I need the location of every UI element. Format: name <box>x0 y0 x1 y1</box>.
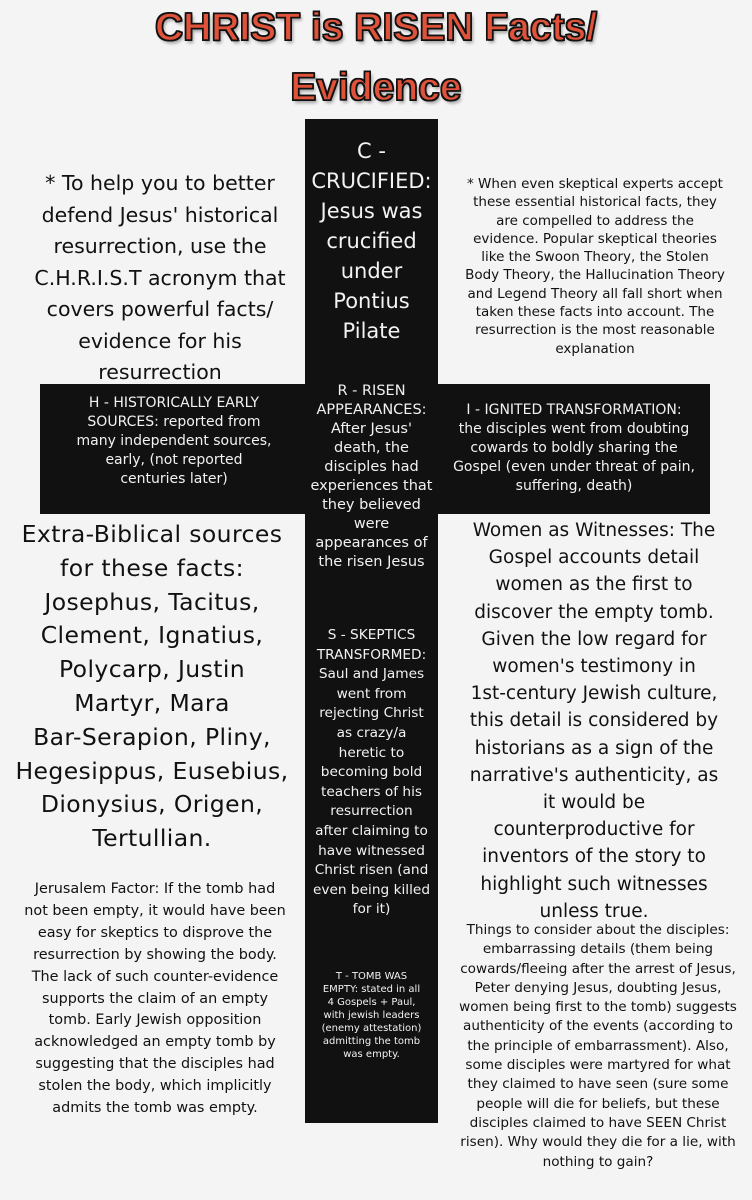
text-line: Pilate <box>342 319 401 343</box>
text-line: was empty. <box>343 1049 400 1060</box>
text-line: they claimed to have seen (sure some <box>467 1076 729 1093</box>
text-line: women's testimony in <box>492 656 696 678</box>
text-line: 4 Gospels + Paul, <box>327 997 416 1008</box>
text-line: heretic to <box>338 744 405 761</box>
text-line: admitting the tomb <box>322 1036 421 1047</box>
text-line: H - HISTORICALLY EARLY <box>88 395 260 411</box>
text-line: Pontius <box>333 289 410 313</box>
text-line: women as the first to <box>495 574 693 596</box>
extra-biblical-sources <box>2 518 302 856</box>
text-line: SOURCES: reported from <box>87 414 261 430</box>
women-as-witnesses-text <box>442 517 746 925</box>
text-line: this detail is considered by <box>469 710 719 732</box>
text-line: I - IGNITED TRANSFORMATION: <box>466 402 682 418</box>
text-line: APPEARANCES: <box>316 402 427 418</box>
text-line: S - SKEPTICS <box>327 627 416 643</box>
text-line: Gospel accounts detail <box>488 547 700 569</box>
text-line: Dionysius, Origen, <box>40 790 264 819</box>
text-line: inventors of the story to <box>482 846 706 868</box>
text-line: (enemy attestation) <box>321 1023 422 1034</box>
h-historically-early-block <box>45 394 303 489</box>
text-line: Peter denying Jesus, doubting Jesus, <box>474 979 722 996</box>
text-line: Polycarp, Justin <box>58 655 246 684</box>
text-line: Josephus, Tacitus, <box>44 587 260 616</box>
text-line: * To help you to better <box>45 171 275 195</box>
text-line: Body Theory, the Hallucination Theory <box>465 267 725 284</box>
text-line: Extra-Biblical sources <box>21 520 283 548</box>
text-line: it would be <box>542 792 646 814</box>
text-line: Hegesippus, Eusebius, <box>15 756 289 785</box>
text-line: early, (not reported <box>105 452 243 468</box>
text-line: cowards to boldly sharing the <box>470 440 678 456</box>
text-line: for these facts: <box>60 553 244 582</box>
text-line: evidence for his <box>78 328 242 353</box>
text-line: supports the claim of an empty <box>42 990 268 1007</box>
text-line: after claiming to <box>315 822 428 839</box>
text-line: Martyr, Mara <box>74 688 230 717</box>
text-line: tomb. Early Jewish opposition <box>48 1012 262 1029</box>
text-line: like the Swoon Theory, the Stolen <box>481 249 709 266</box>
text-line: went from <box>336 685 407 702</box>
r-risen-appearances-block <box>305 382 438 572</box>
text-line: Christ risen (and <box>314 862 429 879</box>
text-line: disciples claimed to have SEEN Christ <box>469 1114 727 1131</box>
disciples-considerations-text <box>448 921 748 1172</box>
text-line: CRUCIFIED: <box>311 169 432 193</box>
text-line: the principle of embarrassment). Also, <box>467 1037 729 1054</box>
text-line: are compelled to address the <box>496 212 694 229</box>
text-line: women being first to the tomb) suggests <box>459 999 737 1016</box>
text-line: resurrection, use the <box>53 234 267 258</box>
text-line: experiences that <box>310 478 433 494</box>
text-line: discover the empty tomb. <box>474 601 714 623</box>
text-line: and Legend Theory all fall short when <box>467 285 723 302</box>
title-line-2: Evidence <box>290 66 462 109</box>
text-line: Women as Witnesses: The <box>472 520 716 541</box>
text-line: Gospel (even under threat of pain, <box>453 459 695 475</box>
text-line: resurrection <box>98 360 222 384</box>
jerusalem-factor-text <box>6 879 304 1120</box>
text-line: the risen Jesus <box>318 554 425 570</box>
text-line: have witnessed <box>318 842 425 859</box>
text-line: the disciples went from doubting <box>458 421 690 437</box>
text-line: resurrection <box>330 803 413 820</box>
text-line: Tertullian. <box>92 824 212 853</box>
text-line: risen). Why would they die for a lie, with <box>460 1134 736 1151</box>
text-line: TRANSFORMED: <box>316 646 427 663</box>
text-line: highlight such witnesses <box>480 873 708 895</box>
text-line: suffering, death) <box>515 478 633 494</box>
text-line: suggesting that the disciples had <box>35 1056 275 1073</box>
text-line: covers powerful facts/ <box>46 297 274 321</box>
text-line: acknowledged an empty tomb by <box>34 1034 276 1051</box>
text-line: not been empty, it would have been <box>24 902 286 919</box>
text-line: appearances of <box>315 535 428 551</box>
text-line: admits the tomb was empty. <box>52 1100 258 1117</box>
text-line: explanation <box>555 340 635 357</box>
text-line: Jerusalem Factor: If the tomb had <box>34 881 276 897</box>
text-line: these essential historical facts, they <box>473 194 717 211</box>
text-line: rejecting Christ <box>319 705 424 722</box>
text-line: cowards/fleeing after the arrest of Jesus, <box>460 960 736 977</box>
text-line: Saul and James <box>318 666 425 683</box>
text-line: Things to consider about the disciples: <box>466 922 730 938</box>
text-line: for it) <box>352 901 391 918</box>
text-line: even being killed <box>312 881 431 898</box>
text-line: Bar-Serapion, Pliny, <box>33 722 271 751</box>
title-line-1: CHRIST is RISEN Facts/ <box>154 6 598 49</box>
i-ignited-transformation-block <box>442 401 706 496</box>
text-line: taken these facts into account. The <box>475 304 715 321</box>
text-line: people will die for beliefs, but these <box>476 1095 720 1112</box>
text-line: resurrection is the most reasonable <box>475 322 715 339</box>
text-line: T - TOMB WAS <box>335 971 408 982</box>
text-line: easy for skeptics to disprove the <box>37 924 273 941</box>
c-crucified-block <box>305 136 438 346</box>
text-line: C - <box>357 139 386 163</box>
text-line: were <box>353 516 390 532</box>
text-line: Clement, Ignatius, <box>40 621 264 650</box>
text-line: narrative's authenticity, as <box>469 764 719 786</box>
text-line: teachers of his <box>320 783 423 800</box>
text-line: Jesus was <box>320 199 423 223</box>
text-line: nothing to gain? <box>542 1153 654 1170</box>
text-line: embarrassing details (them being <box>482 941 714 958</box>
text-line: with jewish leaders <box>323 1010 420 1021</box>
text-line: death, the <box>334 440 409 456</box>
text-line: evidence. Popular skeptical theories <box>473 230 717 247</box>
text-line: The lack of such counter-evidence <box>31 968 279 985</box>
text-line: resurrection by showing the body. <box>33 946 277 963</box>
text-line: Given the low regard for <box>481 628 707 650</box>
text-line: they believed <box>322 497 421 513</box>
text-line: becoming bold <box>320 764 423 781</box>
text-line: under <box>340 259 403 283</box>
text-line: 1st-century Jewish culture, <box>470 683 718 705</box>
text-line: crucified <box>326 229 417 253</box>
t-tomb-was-empty-block <box>305 970 438 1061</box>
text-line: stolen the body, which implicitly <box>38 1078 272 1095</box>
text-line: C.H.R.I.S.T acronym that <box>34 265 286 290</box>
text-line: centuries later) <box>120 471 228 487</box>
text-line: disciples had <box>324 459 419 475</box>
text-line: * When even skeptical experts accept <box>467 176 723 192</box>
text-line: EMPTY: stated in all <box>322 984 421 995</box>
text-line: some disciples were martyred for what <box>465 1057 731 1074</box>
s-skeptics-transformed-block <box>305 626 438 920</box>
text-line: defend Jesus' historical <box>41 202 279 227</box>
text-line: counterproductive for <box>493 819 695 841</box>
text-line: many independent sources, <box>76 433 272 449</box>
text-line: as crazy/a <box>336 724 407 741</box>
text-line: R - RISEN <box>337 383 406 399</box>
text-line: After Jesus' <box>331 421 412 437</box>
text-line: unless true. <box>539 900 649 922</box>
intro-text <box>20 168 300 389</box>
skeptical-experts-text <box>445 175 745 358</box>
text-line: authenticity of the events (according to <box>463 1018 733 1035</box>
text-line: historians as a sign of the <box>474 737 714 759</box>
